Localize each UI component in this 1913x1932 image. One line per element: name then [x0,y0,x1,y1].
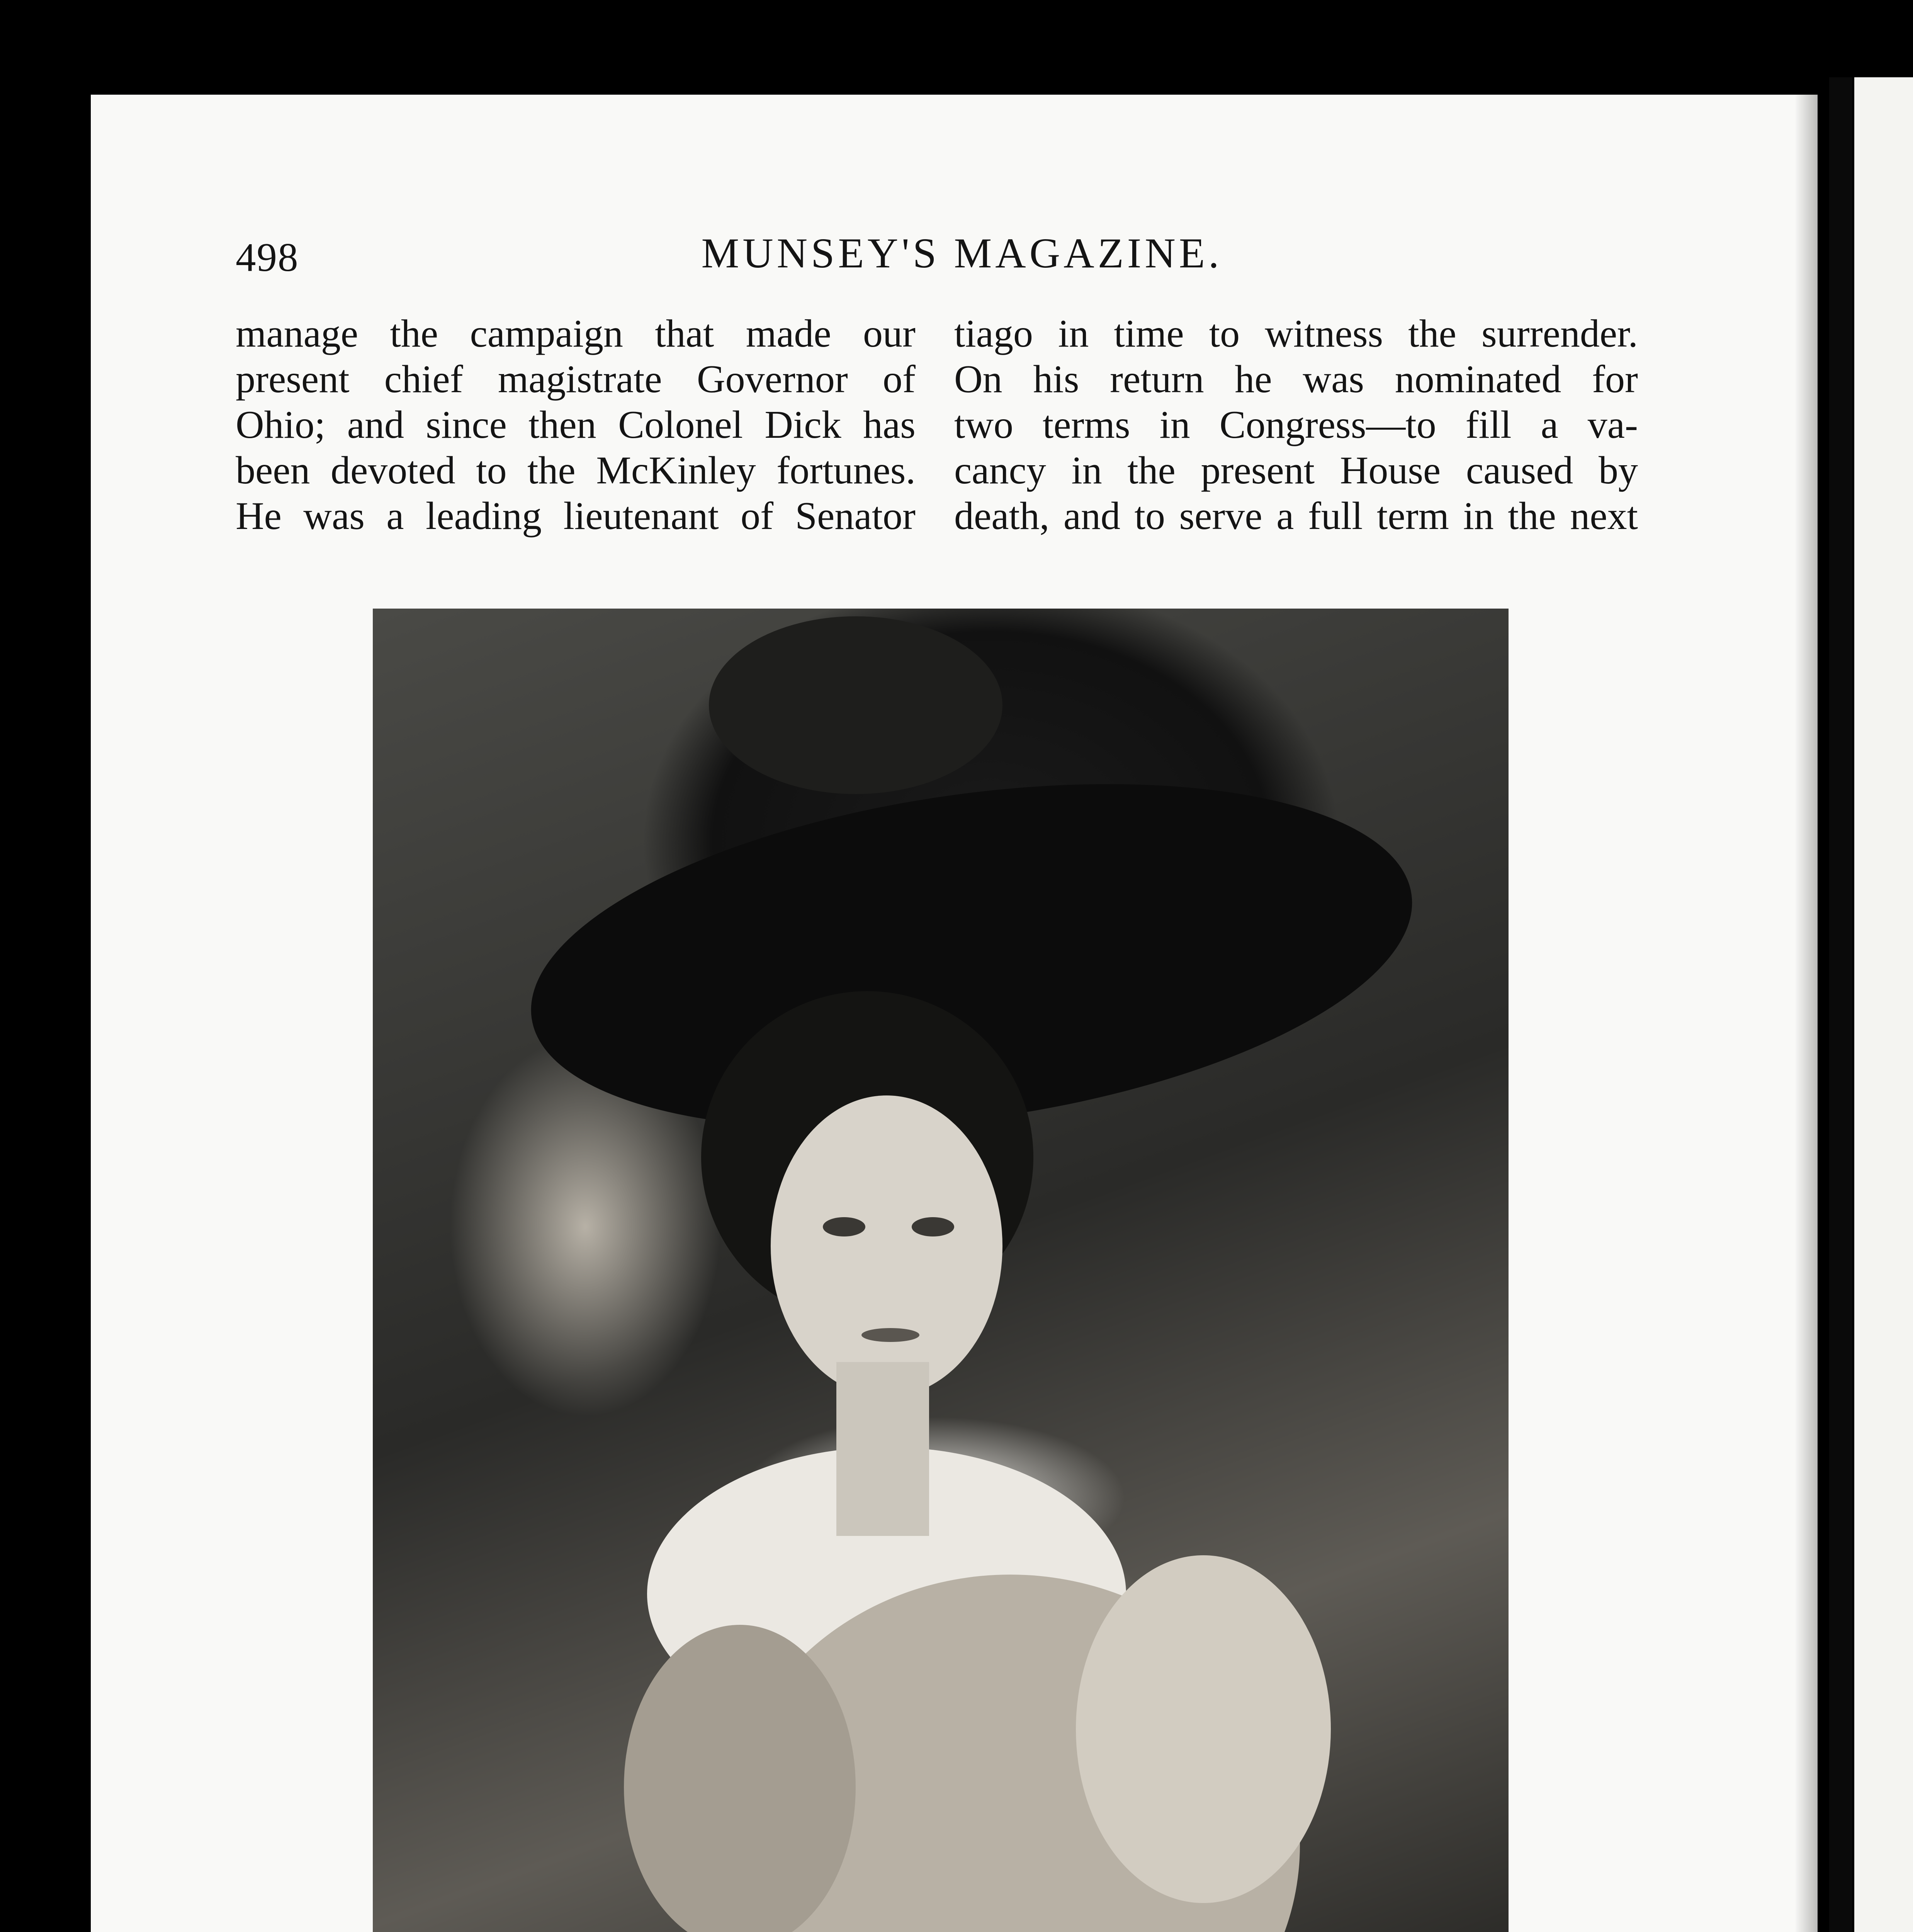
text-line: present chief magistrate Governor of [236,357,916,401]
text-line: tiago in time to witness the surrender. [954,312,1638,355]
portrait-photograph [373,609,1509,1932]
portrait-illustration [373,609,1509,1932]
text-line: two terms in Congress—to fill a va- [954,403,1638,447]
page-shade [1794,95,1818,1932]
text-line: On his return he was nominated for [954,357,1638,401]
body-text-top-left [236,311,916,539]
text-line: death, and to serve a full term in the next [954,494,1638,538]
facing-page-edge [1854,77,1913,1932]
page-number: 498 [236,235,299,280]
text-line: manage the campaign that made our [236,312,916,355]
running-title: MUNSEY'S MAGAZINE. [701,230,1223,277]
page-gutter-shadow [1829,77,1852,1932]
text-line: been devoted to the McKinley fortunes. [236,449,916,492]
text-line: cancy in the present House caused by [954,449,1638,492]
body-text-top-right [954,311,1638,539]
text-line: Ohio; and since then Colonel Dick has [236,403,916,447]
text-line: He was a leading lieutenant of Senator [236,494,916,538]
